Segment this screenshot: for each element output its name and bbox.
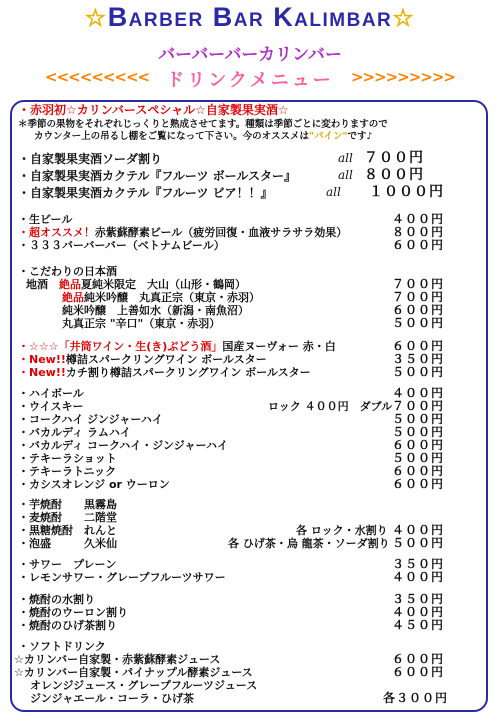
special-price: １０００円 (369, 184, 444, 200)
sour-item: ・レモンサワー・グレープフルーツサワー (18, 571, 226, 584)
bar-title-text: Barber Bar Kalimbar (107, 2, 393, 32)
spirit-item: ・カシスオレンジ or ウーロン (18, 478, 170, 491)
sour-price: ４００円 (391, 570, 444, 584)
sake-item: 丸真正宗 "辛口"（東京・赤羽） (62, 317, 221, 330)
special-item: ・自家製果実酒カクテル『フルーツ ボールスター』 (18, 169, 297, 183)
shochu-item: ・麦焼酎 二階堂 (18, 511, 117, 524)
arrows-right: >>>>>>>>> (350, 68, 455, 86)
wine-price: ５００円 (391, 365, 444, 379)
sake-heading: ・こだわりの日本酒 (18, 265, 117, 278)
sour-price: ３５０円 (391, 557, 444, 571)
mix-item: ・焼酎のひげ茶割り (18, 619, 117, 632)
beer-item: ・３３３バーバーバー（ベトナムビール） (18, 239, 225, 252)
arrows-left: <<<<<<<<< (45, 68, 150, 86)
spirit-item: ・バカルディ ラムハイ (18, 426, 131, 439)
soft-item: オレンジジュース・グレープフルーツジュース (30, 679, 258, 692)
spirit-item: ・ウイスキー (18, 400, 84, 413)
soft-price: 各３００円 (382, 691, 448, 705)
sour-item: ・サワー プレーン (18, 558, 117, 571)
sake-price: ５００円 (391, 316, 444, 330)
mix-item: ・焼酎の水割り (18, 593, 95, 606)
shochu-options: 各 ロック・水割り (296, 524, 388, 537)
spirit-item: ・コークハイ ジンジャーハイ (18, 413, 163, 426)
special-item: ・自家製果実酒ソーダ割り (18, 152, 163, 166)
drink-menu-title: ドリンクメニュー (166, 70, 334, 91)
shochu-options: 各 ひげ茶・烏 龍茶・ソーダ割り (228, 537, 390, 550)
spirit-item: ・バカルディ コークハイ・ジンジャーハイ (18, 439, 228, 452)
beer-item: ・超オススメ！赤紫蘇酵素ビール（疲労回復・血液サラサラ効果） (18, 226, 348, 239)
spirit-price: ６００円 (391, 438, 444, 452)
beer-price: ６００円 (391, 238, 444, 252)
shochu-price: ４００円 (391, 523, 444, 537)
shochu-item: ・黒糖焼酎 れんと (18, 524, 117, 537)
sake-price: ７００円 (391, 290, 444, 304)
all-tag: all (326, 185, 341, 199)
star-icon: ☆ (392, 5, 416, 32)
spirit-price: ５００円 (391, 451, 444, 465)
sake-item: 絶品純米吟醸 丸真正宗（東京・赤羽） (62, 291, 260, 304)
drink-menu-banner (0, 66, 500, 90)
beer-price: ８００円 (391, 225, 444, 239)
special-price: ７００円 (364, 150, 424, 166)
special-note-2: カウンター上の吊るし棚をご覧になって下さい。今のオススメは"パイン"です♪ (34, 131, 373, 142)
star-icon: ☆ (84, 5, 108, 32)
spirit-item: ・テキーラショット (18, 452, 117, 465)
special-heading: ・赤羽初☆カリンバースペシャル☆自家製果実酒☆ (18, 103, 289, 117)
beer-price: ４００円 (391, 212, 444, 226)
mix-price: ３５０円 (391, 592, 444, 606)
shochu-price: ５００円 (391, 536, 444, 550)
special-note-1: ＊季節の果物をそれぞれじっくりと熟成させてます。種類は季節ごとに変わりますので (18, 119, 388, 130)
spirit-price: ７００円 (391, 399, 444, 413)
mix-item: ・焼酎のウーロン割り (18, 606, 128, 619)
soft-heading: ・ソフトドリンク (18, 640, 106, 653)
spirit-price: ５００円 (391, 425, 444, 439)
soft-price: ６００円 (391, 652, 444, 666)
wine-item: ・☆☆☆「井筒ワイン・生(き)ぶどう酒」国産ヌーヴォー 赤・白 (18, 340, 336, 353)
sake-item: 純米吟醸 上善如水（新潟・南魚沼） (62, 304, 249, 317)
wine-price: ６００円 (391, 339, 444, 353)
shochu-item: ・芋焼酎 黒霧島 (18, 498, 117, 511)
mix-price: ４００円 (391, 605, 444, 619)
special-item: ・自家製果実酒カクテル『フルーツ ビア！！』 (18, 186, 273, 200)
sake-price: ７００円 (391, 277, 444, 291)
spirit-item: ・テキーラトニック (18, 465, 117, 478)
spirit-price: ６００円 (391, 464, 444, 478)
wine-item: ・New!!カチ割り樽詰スパークリングワイン ボールスター (18, 366, 311, 379)
soft-price: ６００円 (391, 665, 444, 679)
bar-title (0, 2, 500, 33)
all-tag: all (338, 168, 353, 182)
soft-item: ☆カリンバー自家製・赤紫蘇酵素ジュース (14, 653, 221, 666)
menu-header (0, 0, 500, 100)
soft-item: ジンジャエール・コーラ・ひげ茶 (30, 692, 195, 705)
special-price: ８００円 (364, 167, 424, 183)
wine-price: ３５０円 (391, 352, 444, 366)
wine-item: ・New!!樽詰スパークリングワイン ボールスター (18, 353, 267, 366)
beer-item: ・生ビール (18, 213, 73, 226)
bar-subtitle: バーバーバーカリンバー (158, 45, 342, 65)
recommend-pine: "パイン" (309, 131, 348, 142)
spirit-price: ４００円 (391, 386, 444, 400)
mix-price: ４５０円 (391, 618, 444, 632)
sake-item: 地酒 絶品夏純米限定 大山（山形・鶴岡） (26, 278, 246, 291)
spirit-price: ５００円 (391, 412, 444, 426)
soft-item: ☆カリンバー自家製・パイナップル酵素ジュース (14, 666, 253, 679)
shochu-item: ・泡盛 久米仙 (18, 537, 117, 550)
spirit-item: ・ハイボール (18, 387, 84, 400)
all-tag: all (338, 151, 353, 165)
whisky-options: ロック ４００円 ダブル (268, 400, 393, 413)
spirit-price: ６００円 (391, 477, 444, 491)
sake-price: ６００円 (391, 303, 444, 317)
